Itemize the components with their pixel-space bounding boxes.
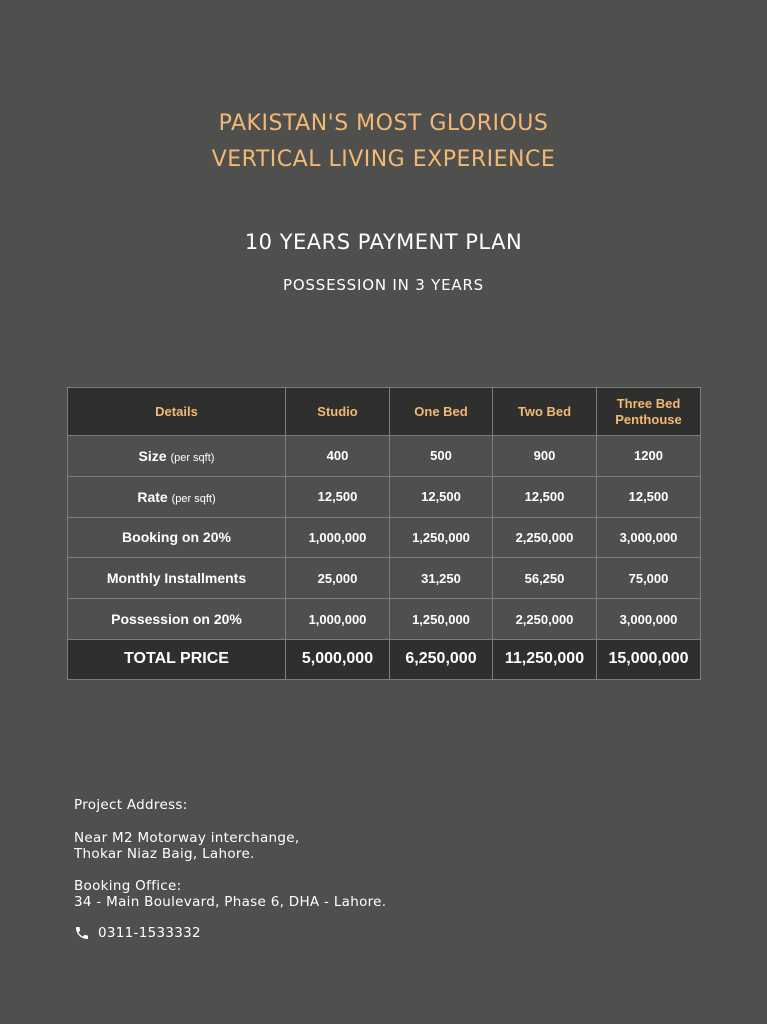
table-cell: 75,000 xyxy=(597,558,701,599)
project-address xyxy=(74,830,299,862)
row-label-unit: (per sqft) xyxy=(171,492,216,505)
total-price-label: TOTAL PRICE xyxy=(68,639,286,679)
table-cell: 31,250 xyxy=(390,558,493,599)
plan-title: 10 YEARS PAYMENT PLAN xyxy=(244,230,523,254)
table-cell: 25,000 xyxy=(286,558,390,599)
total-price-row xyxy=(68,639,701,679)
table-cell: 1,250,000 xyxy=(390,599,493,640)
headline-line-2: VERTICAL LIVING EXPERIENCE xyxy=(211,147,556,172)
table-cell: 3,000,000 xyxy=(597,599,701,640)
table-header-row xyxy=(68,388,701,436)
row-label-unit: (per sqft) xyxy=(170,451,215,464)
header-details: Details xyxy=(68,388,286,436)
row-label: Booking on 20% xyxy=(68,517,286,558)
table-cell: 1,000,000 xyxy=(286,599,390,640)
table-cell: 2,250,000 xyxy=(493,599,597,640)
table-row xyxy=(68,436,701,477)
table-row xyxy=(68,599,701,640)
header-two-bed: Two Bed xyxy=(493,388,597,436)
payment-plan-table xyxy=(67,387,701,680)
table-cell: 1,250,000 xyxy=(390,517,493,558)
table-cell: 12,500 xyxy=(493,476,597,517)
row-label: Possession on 20% xyxy=(68,599,286,640)
row-label-text: Rate xyxy=(137,488,168,505)
total-price-cell: 5,000,000 xyxy=(286,639,390,679)
table-row xyxy=(68,517,701,558)
table-cell: 1,000,000 xyxy=(286,517,390,558)
phone-contact[interactable] xyxy=(74,925,201,941)
table-cell: 12,500 xyxy=(390,476,493,517)
phone-icon xyxy=(74,925,90,941)
table-cell: 900 xyxy=(493,436,597,477)
total-price-cell: 15,000,000 xyxy=(597,639,701,679)
phone-number[interactable]: 0311-1533332 xyxy=(98,925,201,941)
headline-line-1: PAKISTAN'S MOST GLORIOUS xyxy=(218,111,549,136)
booking-office-address: 34 - Main Boulevard, Phase 6, DHA - Lahore. xyxy=(74,894,387,910)
header-one-bed: One Bed xyxy=(390,388,493,436)
project-address-line-1: Near M2 Motorway interchange, xyxy=(74,830,300,846)
total-price-cell: 6,250,000 xyxy=(390,639,493,679)
table-cell: 500 xyxy=(390,436,493,477)
table-cell: 12,500 xyxy=(286,476,390,517)
table-cell: 12,500 xyxy=(597,476,701,517)
row-label xyxy=(68,436,286,477)
table-row xyxy=(68,558,701,599)
row-label-text: Size xyxy=(138,447,167,464)
row-label: Monthly Installments xyxy=(68,558,286,599)
table-cell: 1200 xyxy=(597,436,701,477)
table-cell: 3,000,000 xyxy=(597,517,701,558)
row-label xyxy=(68,476,286,517)
booking-office xyxy=(74,878,386,910)
booking-office-label: Booking Office: xyxy=(74,878,182,894)
table-cell: 56,250 xyxy=(493,558,597,599)
table-cell: 400 xyxy=(286,436,390,477)
total-price-cell: 11,250,000 xyxy=(493,639,597,679)
header-studio: Studio xyxy=(286,388,390,436)
plan-subtitle: POSSESSION IN 3 YEARS xyxy=(282,276,484,294)
project-address-line-2: Thokar Niaz Baig, Lahore. xyxy=(74,846,255,862)
table-cell: 2,250,000 xyxy=(493,517,597,558)
table-row xyxy=(68,476,701,517)
project-address-label: Project Address: xyxy=(74,797,188,813)
header-three-bed-penthouse: Three Bed Penthouse xyxy=(597,388,701,436)
